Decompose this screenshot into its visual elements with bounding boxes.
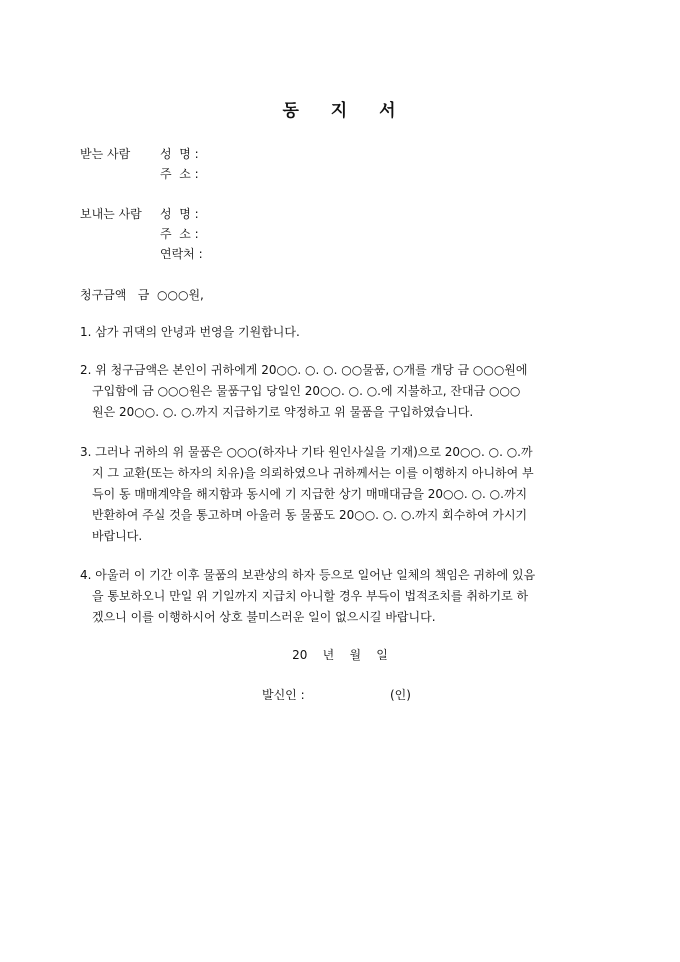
sender-contact-label: 연락처 : [160,247,203,261]
document-title: 동 지 서 [282,101,398,121]
paragraph-2 [80,360,600,423]
recipient-label: 받는 사람 [80,147,131,161]
paragraph-4 [80,565,600,628]
sender-name-label: 성 명 : [160,207,199,221]
paragraph-line: 반환하여 주실 것을 통고하며 아울러 동 물품도 20○○. ○. ○.까지 회수하여 가시기 [92,508,528,522]
claim-amount: 청구금액 금 ○○○원, [80,288,204,302]
date-line: 20 년 월 일 [292,648,388,662]
sender-signature-label: 발신인 : [262,688,305,702]
paragraph-line: 원은 20○○. ○. ○.까지 지급하기로 약정하고 위 물품을 구입하였습니다. [92,405,474,419]
paragraph-line: 득이 동 매매계약을 해지함과 동시에 기 지급한 상기 매매대금을 20○○. ○. ○.까지 [92,487,528,501]
paragraph-line: 3. 그러나 귀하의 위 물품은 ○○○(하자나 기타 원인사실을 기재)으로 20○○. ○. ○.까 [80,445,533,459]
seal-mark: (인) [390,688,411,702]
sender-label: 보내는 사람 [80,207,142,221]
paragraph-line: 지 그 교환(또는 하자의 치유)을 의뢰하였으나 귀하께서는 이를 이행하지 아니하여 부 [92,466,534,480]
sender-address-label: 주 소 : [160,227,199,241]
paragraph-1 [80,322,600,343]
paragraph-line: 2. 위 청구금액은 본인이 귀하에게 20○○. ○. ○. ○○물품, ○개를 개당 금 ○○○원에 [80,363,528,377]
paragraph-3 [80,442,600,547]
paragraph-line: 바랍니다. [92,529,143,543]
paragraph-line: 4. 아울러 이 기간 이후 물품의 보관상의 하자 등으로 일어난 일체의 책임은 귀하에 있음 [80,568,536,582]
paragraph-line: 겠으니 이를 이행하시어 상호 불미스러운 일이 없으시길 바랍니다. [92,610,436,624]
paragraph-line: 1. 삼가 귀댁의 안녕과 번영을 기원합니다. [80,325,300,339]
paragraph-line: 을 통보하오니 만일 위 기일까지 지급치 아니할 경우 부득이 법적조치를 취하기로 하 [92,589,529,603]
paragraph-line: 구입함에 금 ○○○원은 물품구입 당일인 20○○. ○. ○.에 지불하고, 잔대금 ○○○ [92,384,521,398]
recipient-address-label: 주 소 : [160,167,199,181]
recipient-name-label: 성 명 : [160,147,199,161]
